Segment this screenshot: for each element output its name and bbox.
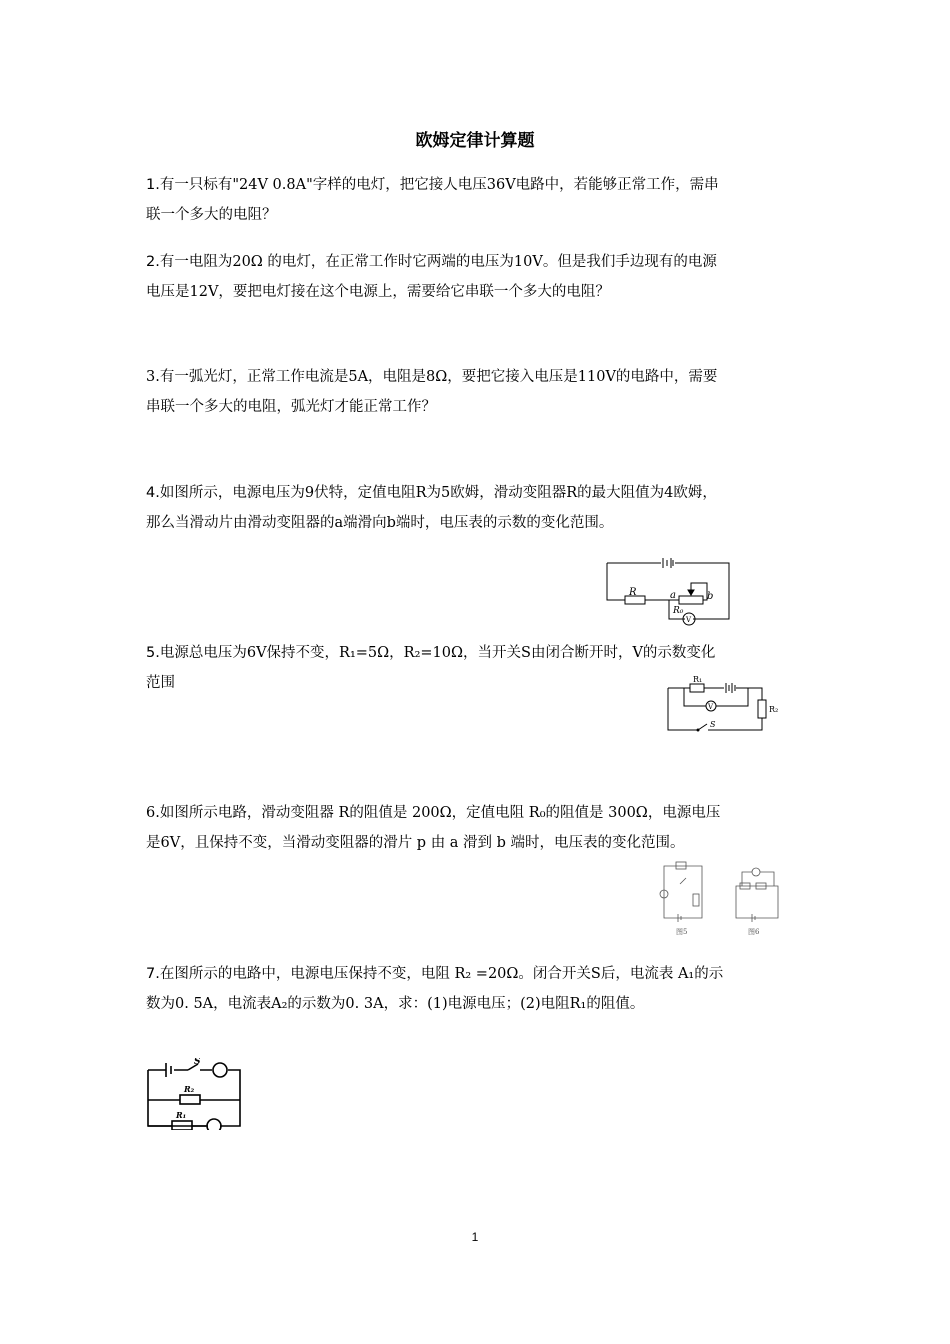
circuit-diagram-6: [656, 856, 786, 936]
voltmeter-label: V: [708, 703, 714, 711]
circuit-diagram-7: [144, 1058, 248, 1130]
question-text-line: 联一个多大的电阻？: [146, 207, 277, 223]
question-number: 2.: [146, 254, 160, 270]
question-text-line: 范围: [146, 675, 175, 691]
question-number: 7.: [146, 966, 160, 982]
circuit-diagram-4: [603, 555, 733, 630]
figure-6-caption: 图6: [748, 928, 760, 936]
question-text-line: 有一只标有"24V 0.8A"字样的电灯，把它接人电压36V电路中，若能够正常工作，需串: [159, 177, 719, 193]
question-number: 3.: [146, 369, 160, 385]
question-text-line: 电源总电压为6V保持不变，R₁=5Ω，R₂=10Ω，当开关S由闭合断开时，V的示数变化: [159, 645, 716, 661]
resistor-r-label: R: [629, 587, 637, 598]
figure-5-caption: 图5: [676, 928, 688, 936]
r1-label: R₁: [693, 675, 703, 684]
question-text-line: 电压是12V，要把电灯接在这个电源上，需要给它串联一个多大的电阻？: [146, 284, 610, 300]
question-2: [146, 247, 816, 307]
question-number: 6.: [146, 805, 160, 821]
question-text-line: 如图所示，电源电压为9伏特，定值电阻R为5欧姆，滑动变阻器R的最大阻值为4欧姆，: [159, 485, 717, 501]
question-text-line: 那么当滑动片由滑动变阻器的a端滑向b端时，电压表的示数的变化范围。: [146, 515, 614, 531]
question-number: 4.: [146, 485, 160, 501]
resistor-r0-label: R₀: [673, 606, 684, 616]
switch-s-label: S: [710, 720, 716, 729]
question-text-line: 串联一个多大的电阻，弧光灯才能正常工作？: [146, 399, 436, 415]
question-text-line: 如图所示电路，滑动变阻器 R的阻值是 200Ω，定值电阻 R₀的阻值是 300Ω，电源电压: [159, 805, 721, 821]
circuit-diagram-5: [664, 672, 784, 734]
question-text-line: 数为0. 5A，电流表A₂的示数为0. 3A，求：(1)电源电压；(2)电阻R₁的阻值。: [146, 996, 645, 1012]
question-text-line: 有一弧光灯，正常工作电流是5A，电阻是8Ω，要把它接入电压是110V的电路中，需要: [159, 369, 718, 385]
switch-s-label: S: [194, 1058, 201, 1067]
question-3: [146, 362, 816, 422]
question-text-line: 是6V，且保持不变，当滑动变阻器的滑片 p 由 a 滑到 b 端时，电压表的变化范围。: [146, 835, 685, 851]
r2-label: R₂: [769, 705, 779, 714]
question-6: [146, 798, 816, 858]
voltmeter-label: V: [686, 616, 692, 624]
question-number: 1.: [146, 177, 160, 193]
page-title: 欧姆定律计算题: [415, 131, 535, 151]
question-1: [146, 170, 816, 230]
r2-label: R₂: [184, 1084, 195, 1094]
page-number: 1: [471, 1230, 479, 1244]
question-4: [146, 478, 816, 538]
question-text-line: 有一电阻为20Ω 的电灯，在正常工作时它两端的电压为10V。但是我们手边现有的电源: [159, 254, 717, 270]
question-7: [146, 959, 816, 1019]
point-a-label: a: [670, 590, 676, 601]
question-number: 5.: [146, 645, 160, 661]
r1-label: R₁: [176, 1110, 187, 1120]
question-text-line: 在图所示的电路中，电源电压保持不变，电阻 R₂ =20Ω。闭合开关S后，电流表 A₁的示: [159, 966, 724, 982]
point-b-label: b: [707, 591, 714, 602]
